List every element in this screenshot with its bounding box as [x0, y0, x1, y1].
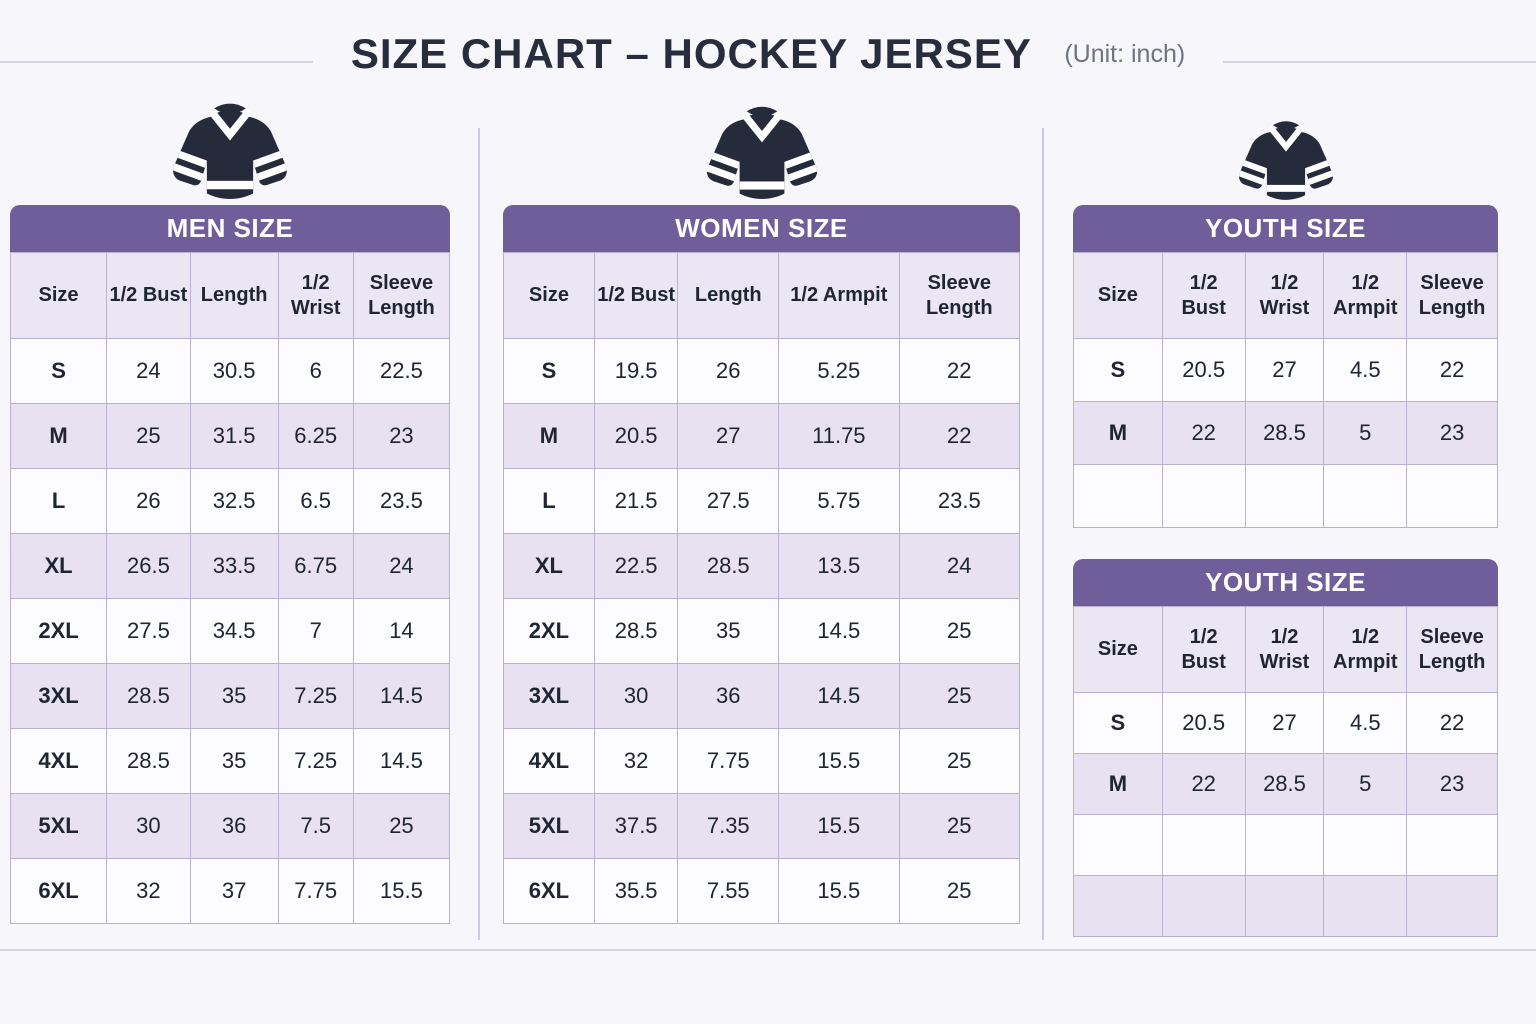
- table-row: [11, 664, 450, 729]
- hockey-jersey-icon: [503, 95, 1020, 205]
- size-cell: 2XL: [504, 599, 595, 664]
- column-header-row: [1074, 253, 1498, 339]
- table-row: [11, 469, 450, 534]
- value-cell: 23: [1407, 402, 1498, 465]
- column-header: Size: [504, 253, 595, 339]
- size-cell: 5XL: [504, 794, 595, 859]
- value-cell: 11.75: [779, 404, 899, 469]
- value-cell: [1324, 876, 1407, 937]
- column-header: 1/2 Armpit: [1324, 253, 1407, 339]
- value-cell: 25: [899, 729, 1019, 794]
- column-header: Size: [1074, 253, 1163, 339]
- table-row: [504, 534, 1020, 599]
- table-row: [11, 794, 450, 859]
- value-cell: [1407, 876, 1498, 937]
- value-cell: 25: [899, 664, 1019, 729]
- value-cell: 5: [1324, 402, 1407, 465]
- table-row: [1074, 339, 1498, 402]
- value-cell: 26.5: [107, 534, 191, 599]
- size-cell: XL: [11, 534, 107, 599]
- value-cell: 32.5: [190, 469, 278, 534]
- unit-label: (Unit: inch): [1064, 39, 1186, 68]
- value-cell: 28.5: [107, 664, 191, 729]
- section-divider: [1042, 128, 1044, 940]
- youth-size-section: [1073, 95, 1498, 937]
- value-cell: 32: [107, 859, 191, 924]
- column-header: 1/2 Bust: [107, 253, 191, 339]
- value-cell: 15.5: [779, 729, 899, 794]
- value-cell: 30.5: [190, 339, 278, 404]
- value-cell: 15.5: [353, 859, 449, 924]
- value-cell: 21.5: [594, 469, 678, 534]
- value-cell: 27: [1245, 339, 1324, 402]
- size-cell: [1074, 876, 1163, 937]
- value-cell: 6.5: [278, 469, 353, 534]
- size-cell: S: [504, 339, 595, 404]
- value-cell: 7: [278, 599, 353, 664]
- size-cell: M: [11, 404, 107, 469]
- youth-size-table-2: [1073, 606, 1498, 937]
- value-cell: [1245, 815, 1324, 876]
- table-row: [504, 859, 1020, 924]
- value-cell: 23.5: [353, 469, 449, 534]
- size-cell: S: [1074, 693, 1163, 754]
- value-cell: 14.5: [353, 729, 449, 794]
- column-header: Sleeve Length: [899, 253, 1019, 339]
- women-size-section: [503, 95, 1020, 924]
- column-header: 1/2 Bust: [1162, 253, 1245, 339]
- table-row: [1074, 876, 1498, 937]
- hockey-jersey-icon: [10, 95, 450, 205]
- value-cell: 14.5: [353, 664, 449, 729]
- value-cell: 30: [107, 794, 191, 859]
- size-cell: S: [1074, 339, 1163, 402]
- value-cell: 37: [190, 859, 278, 924]
- value-cell: 4.5: [1324, 339, 1407, 402]
- table-row: [1074, 402, 1498, 465]
- value-cell: 14: [353, 599, 449, 664]
- table-row: [504, 794, 1020, 859]
- value-cell: 13.5: [779, 534, 899, 599]
- column-header: Size: [1074, 607, 1163, 693]
- value-cell: 23.5: [899, 469, 1019, 534]
- value-cell: 31.5: [190, 404, 278, 469]
- size-cell: 4XL: [11, 729, 107, 794]
- column-header: 1/2 Armpit: [1324, 607, 1407, 693]
- value-cell: 23: [353, 404, 449, 469]
- size-cell: M: [1074, 402, 1163, 465]
- size-cell: L: [504, 469, 595, 534]
- hockey-jersey-icon: [1073, 95, 1498, 205]
- column-header-row: [1074, 607, 1498, 693]
- value-cell: 22: [899, 404, 1019, 469]
- table-row: [1074, 693, 1498, 754]
- youth-size-table: [1073, 252, 1498, 528]
- value-cell: 5.75: [779, 469, 899, 534]
- value-cell: 6.75: [278, 534, 353, 599]
- value-cell: 27: [1245, 693, 1324, 754]
- value-cell: [1407, 465, 1498, 528]
- column-header: Sleeve Length: [353, 253, 449, 339]
- value-cell: 5: [1324, 754, 1407, 815]
- value-cell: 20.5: [594, 404, 678, 469]
- youth-size-header-2: YOUTH SIZE: [1073, 559, 1498, 606]
- value-cell: 7.5: [278, 794, 353, 859]
- table-row: [11, 339, 450, 404]
- value-cell: 28.5: [1245, 402, 1324, 465]
- size-cell: M: [504, 404, 595, 469]
- value-cell: 35: [678, 599, 779, 664]
- value-cell: 36: [190, 794, 278, 859]
- value-cell: 15.5: [779, 859, 899, 924]
- column-header-row: [11, 253, 450, 339]
- size-cell: M: [1074, 754, 1163, 815]
- value-cell: 27: [678, 404, 779, 469]
- value-cell: 27.5: [107, 599, 191, 664]
- value-cell: 32: [594, 729, 678, 794]
- men-size-section: [10, 95, 450, 924]
- column-header: 1/2 Armpit: [779, 253, 899, 339]
- table-row: [504, 729, 1020, 794]
- women-size-table: [503, 252, 1020, 924]
- value-cell: 24: [899, 534, 1019, 599]
- value-cell: 27.5: [678, 469, 779, 534]
- section-divider: [478, 128, 480, 940]
- value-cell: 28.5: [594, 599, 678, 664]
- value-cell: 15.5: [779, 794, 899, 859]
- column-header: 1/2 Wrist: [1245, 253, 1324, 339]
- value-cell: [1245, 876, 1324, 937]
- table-row: [504, 599, 1020, 664]
- value-cell: 28.5: [107, 729, 191, 794]
- value-cell: 25: [353, 794, 449, 859]
- value-cell: 22.5: [594, 534, 678, 599]
- size-cell: 6XL: [504, 859, 595, 924]
- value-cell: 35: [190, 664, 278, 729]
- table-row: [504, 339, 1020, 404]
- table-row: [504, 664, 1020, 729]
- value-cell: 7.25: [278, 664, 353, 729]
- value-cell: 19.5: [594, 339, 678, 404]
- value-cell: 25: [899, 599, 1019, 664]
- value-cell: 26: [678, 339, 779, 404]
- value-cell: [1162, 876, 1245, 937]
- value-cell: 25: [899, 859, 1019, 924]
- value-cell: 33.5: [190, 534, 278, 599]
- table-row: [11, 729, 450, 794]
- value-cell: 7.75: [678, 729, 779, 794]
- column-header: 1/2 Wrist: [278, 253, 353, 339]
- size-cell: 6XL: [11, 859, 107, 924]
- value-cell: 6: [278, 339, 353, 404]
- youth-size-header: YOUTH SIZE: [1073, 205, 1498, 252]
- table-row: [1074, 465, 1498, 528]
- value-cell: 5.25: [779, 339, 899, 404]
- value-cell: 7.35: [678, 794, 779, 859]
- value-cell: 24: [107, 339, 191, 404]
- value-cell: 20.5: [1162, 339, 1245, 402]
- value-cell: 23: [1407, 754, 1498, 815]
- size-cell: [1074, 465, 1163, 528]
- size-cell: 5XL: [11, 794, 107, 859]
- value-cell: 20.5: [1162, 693, 1245, 754]
- value-cell: 25: [107, 404, 191, 469]
- column-header: Length: [190, 253, 278, 339]
- value-cell: 22: [1407, 339, 1498, 402]
- size-cell: 2XL: [11, 599, 107, 664]
- women-size-header: WOMEN SIZE: [503, 205, 1020, 252]
- column-header: Sleeve Length: [1407, 607, 1498, 693]
- column-header: 1/2 Bust: [594, 253, 678, 339]
- value-cell: 7.25: [278, 729, 353, 794]
- value-cell: 36: [678, 664, 779, 729]
- table-row: [11, 599, 450, 664]
- column-header: Length: [678, 253, 779, 339]
- value-cell: 30: [594, 664, 678, 729]
- table-row: [11, 404, 450, 469]
- value-cell: 35: [190, 729, 278, 794]
- value-cell: 22.5: [353, 339, 449, 404]
- column-header: Sleeve Length: [1407, 253, 1498, 339]
- size-cell: 4XL: [504, 729, 595, 794]
- value-cell: 37.5: [594, 794, 678, 859]
- value-cell: 22: [1162, 402, 1245, 465]
- page-title: SIZE CHART – HOCKEY JERSEY: [350, 30, 1032, 77]
- value-cell: 14.5: [779, 599, 899, 664]
- size-cell: 3XL: [504, 664, 595, 729]
- value-cell: 7.75: [278, 859, 353, 924]
- table-row: [11, 534, 450, 599]
- value-cell: 28.5: [678, 534, 779, 599]
- title-bar: [0, 0, 1536, 88]
- size-cell: S: [11, 339, 107, 404]
- men-size-header: MEN SIZE: [10, 205, 450, 252]
- men-size-table: [10, 252, 450, 924]
- size-cell: 3XL: [11, 664, 107, 729]
- bottom-divider-line: [0, 949, 1536, 951]
- value-cell: 28.5: [1245, 754, 1324, 815]
- value-cell: [1162, 815, 1245, 876]
- value-cell: 35.5: [594, 859, 678, 924]
- value-cell: 22: [1162, 754, 1245, 815]
- size-cell: L: [11, 469, 107, 534]
- size-cell: XL: [504, 534, 595, 599]
- value-cell: 14.5: [779, 664, 899, 729]
- value-cell: [1324, 815, 1407, 876]
- value-cell: 26: [107, 469, 191, 534]
- value-cell: [1245, 465, 1324, 528]
- value-cell: [1162, 465, 1245, 528]
- value-cell: 22: [899, 339, 1019, 404]
- column-header-row: [504, 253, 1020, 339]
- value-cell: 4.5: [1324, 693, 1407, 754]
- value-cell: 34.5: [190, 599, 278, 664]
- value-cell: 24: [353, 534, 449, 599]
- value-cell: [1324, 465, 1407, 528]
- value-cell: 25: [899, 794, 1019, 859]
- value-cell: [1407, 815, 1498, 876]
- column-header: 1/2 Wrist: [1245, 607, 1324, 693]
- table-row: [504, 469, 1020, 534]
- value-cell: 22: [1407, 693, 1498, 754]
- table-row: [1074, 754, 1498, 815]
- value-cell: 6.25: [278, 404, 353, 469]
- value-cell: 7.55: [678, 859, 779, 924]
- column-header: 1/2 Bust: [1162, 607, 1245, 693]
- table-row: [1074, 815, 1498, 876]
- column-header: Size: [11, 253, 107, 339]
- table-row: [504, 404, 1020, 469]
- size-cell: [1074, 815, 1163, 876]
- table-row: [11, 859, 450, 924]
